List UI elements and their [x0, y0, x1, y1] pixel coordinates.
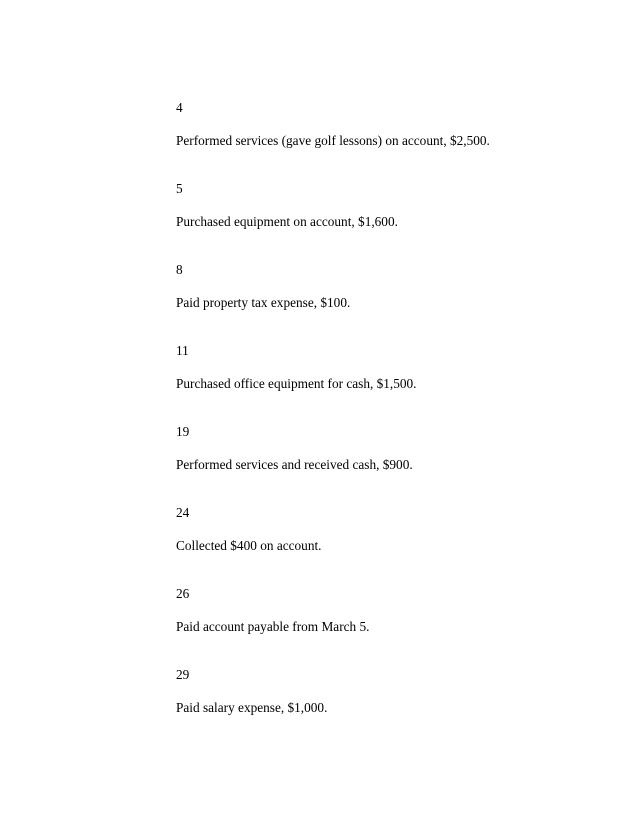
transaction-entry: [176, 262, 616, 311]
transaction-date: 5: [176, 181, 183, 196]
transaction-entry: [176, 505, 616, 554]
transaction-entry: [176, 343, 616, 392]
transaction-entry: [176, 181, 616, 230]
transaction-description: Performed services and received cash, $900.: [176, 457, 413, 472]
transaction-description: Collected $400 on account.: [176, 538, 322, 553]
transaction-entry: [176, 100, 616, 149]
transaction-description: Performed services (gave golf lessons) on account, $2,500.: [176, 133, 490, 148]
transaction-description: Purchased equipment on account, $1,600.: [176, 214, 398, 229]
transaction-date: 8: [176, 262, 183, 277]
transaction-date: 4: [176, 100, 183, 115]
transaction-entry: [176, 667, 616, 716]
transaction-date: 29: [176, 667, 190, 682]
transaction-date: 24: [176, 505, 190, 520]
transaction-description: Purchased office equipment for cash, $1,500.: [176, 376, 417, 391]
transaction-date: 26: [176, 586, 190, 601]
transaction-date: 11: [176, 343, 189, 358]
transaction-description: Paid salary expense, $1,000.: [176, 700, 328, 715]
transaction-description: Paid account payable from March 5.: [176, 619, 370, 634]
transaction-entry: [176, 424, 616, 473]
transaction-description: Paid property tax expense, $100.: [176, 295, 351, 310]
transaction-date: 19: [176, 424, 190, 439]
transaction-entry: [176, 586, 616, 635]
